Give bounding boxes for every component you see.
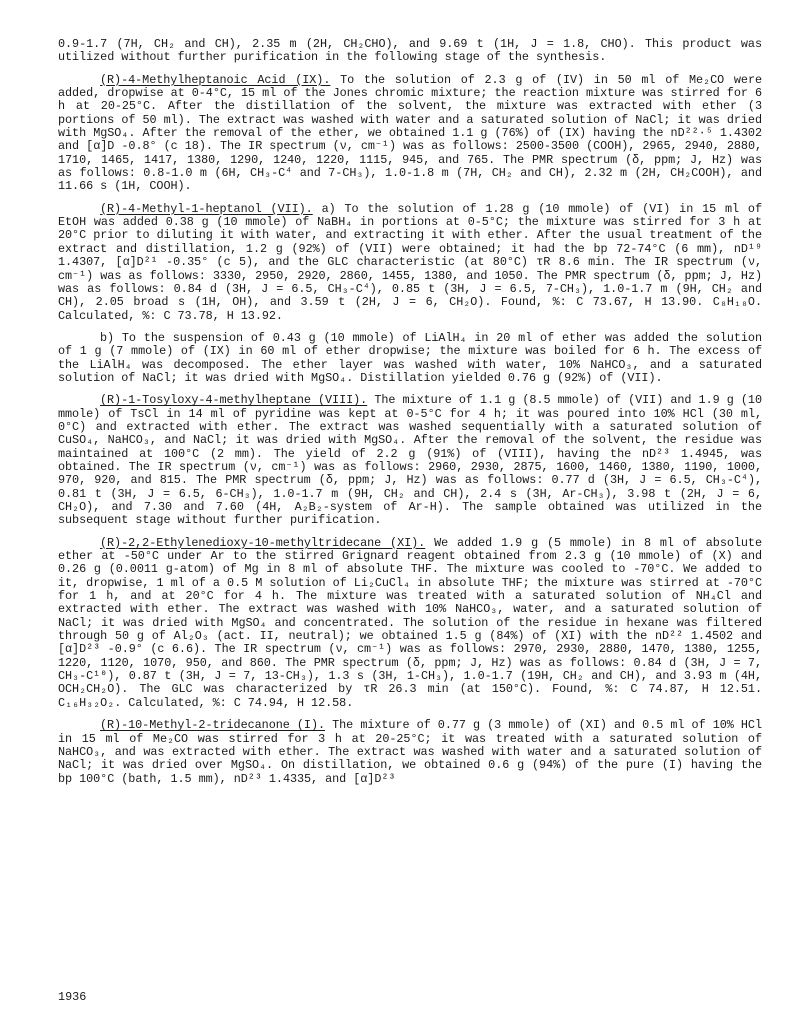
paragraph-body: 0.9-1.7 (7H, CH₂ and CH), 2.35 m (2H, CH₂CHO), and 9.69 t (1H, J = 1.8, CHO). This product was utilized without further purification in the following stage of the synthesis. — [58, 37, 762, 65]
paragraph-tosyloxy-methylheptane — [58, 394, 762, 527]
paragraph-methylheptanoic-acid — [58, 74, 762, 194]
paragraph-methyl-tridecanone — [58, 719, 762, 786]
paragraph-body: The mixture of 1.1 g (8.5 mmole) of (VII) and 1.9 g (10 mmole) of TsCl in 14 ml of pyridine was kept at 0-5°C for 4 h; it was poured into 10% HCl (30 ml, 0°C) and extracted with ether. The extract was washed sequentially with a saturated solution of CuSO₄, NaHCO₃, and NaCl; it was dried with MgSO₄. After the removal of the solvent, the residue was maintained at 100°C (2 mm). The yield of 2.2 g (91%) of (VIII), having the nD²³ 1.4945, was obtained. The IR spectrum (ν, cm⁻¹) was as follows: 2960, 2930, 2875, 1600, 1460, 1380, 1190, 1000, 970, 920, and 815. The PMR spectrum (δ, ppm; J, Hz) was as follows: 0.77 d (3H, J = 6.5, CH₃-C⁴), 0.81 t (3H, J = 6.5, 6-CH₃), 1.0-1.7 m (9H, CH₂ and CH), 2.4 s (3H, Ar-CH₃), 3.98 t (2H, J = 6, CH₂O), and 7.30 and 7.60 (4H, A₂B₂-system of Ar-H). The sample obtained was utilized in the subsequent stage without further purification. — [58, 393, 762, 528]
paragraph-aldehyde-continuation — [58, 38, 762, 65]
document-page — [58, 38, 762, 795]
section-heading: (R)-2,2-Ethylenedioxy-10-methyltridecane (XI). — [100, 535, 426, 550]
page-number: 1936 — [58, 990, 87, 1004]
paragraph-lialh4-reduction — [58, 332, 762, 385]
paragraph-body: To the solution of 2.3 g of (IV) in 50 ml of Me₂CO were added, dropwise at 0-4°C, 15 ml of the Jones chromic mixture; the reaction mixture was stirred for 6 h at 20-25°C. After the distillation of the solvent, the mixture was extracted with ether (3 portions of 50 ml). The extract was washed with water and a saturated solution of NaCl; it was dried with MgSO₄. After the removal of the ether, we obtained 1.1 g (76%) of (IX) having the nD²²·⁵ 1.4302 and [α]D -0.8° (c 18). The IR spectrum (ν, cm⁻¹) was as follows: 2500-3500 (COOH), 2965, 2940, 2880, 1710, 1465, 1417, 1380, 1290, 1240, 1220, 1115, 945, and 765. The PMR spectrum (δ, ppm; J, Hz) was as follows: 0.8-1.0 m (6H, CH₃-C⁴ and 7-CH₃), 1.0-1.8 m (7H, CH₂ and CH), 2.32 m (2H, CH₂COOH), and 11.66 s (1H, COOH). — [58, 72, 763, 194]
paragraph-body: b) To the suspension of 0.43 g (10 mmole) of LiAlH₄ in 20 ml of ether was added the solution of 1 g (7 mmole) of (IX) in 60 ml of ether dropwise; the mixture was boiled for 6 h. The excess of the LiAlH₄ was decomposed. The ether layer was washed with water, 10% NaHCO₃, and a saturated solution of NaCl; it was dried with MgSO₄. Distillation yielded 0.76 g (92%) of (VII). — [58, 330, 762, 385]
paragraph-body: We added 1.9 g (5 mmole) in 8 ml of absolute ether at -50°C under Ar to the stirred Grignard reagent obtained from 2.3 g (10 mmole) of (X) and 0.26 g (0.0011 g-atom) of Mg in 8 ml of absolute THF. The mixture was cooled to -70°C. We added to it, dropwise, 1 ml of a 0.5 M solution of Li₂CuCl₄ in absolute THF; the mixture was stirred at -70°C for 1 h, and at 20°C for 4 h. The mixture was treated with a saturated solution of NH₄Cl and extracted with ether. The extract was washed with 10% NaHCO₃, water, and a saturated solution of NaCl; it was dried with MgSO₄ and concentrated. The solution of the residue in hexane was filtered through 50 g of Al₂O₃ (act. II, neutral); we obtained 1.5 g (84%) of (XI) with the nD²² 1.4502 and [α]D²³ -0.9° (c 6.6). The IR spectrum (ν, cm⁻¹) was as follows: 2970, 2930, 2880, 1470, 1380, 1255, 1220, 1120, 1070, 950, and 860. The PMR spectrum (δ, ppm; J, Hz) was as follows: 0.84 d (3H, J = 7, CH₃-C¹⁰), 0.87 t (3H, J = 7, 13-CH₃), 1.3 s (3H, 1-CH₃), 1.0-1.7 (19H, CH₂ and CH), and 3.93 m (4H, OCH₂CH₂O). The GLC was characterized by τR 26.3 min (at 150°C). Found, %: C 74.87, H 12.51. C₁₆H₃₂O₂. Calculated, %: C 74.94, H 12.58. — [58, 535, 762, 710]
paragraph-methyl-heptanol — [58, 203, 762, 323]
section-heading: (R)-4-Methylheptanoic Acid (IX). — [100, 72, 331, 87]
paragraph-body: The mixture of 0.77 g (3 mmole) of (XI) and 0.5 ml of 10% HCl in 15 ml of Me₂CO was stirred for 3 h at 20-25°C; it was treated with a saturated solution of NaHCO₃, and was extracted with ether. The extract was washed with water and a saturated solution of NaCl; it was dried over MgSO₄. On distillation, we obtained 0.6 g (94%) of the pure (I) having the bp 100°C (bath, 1.5 mm), nD²³ 1.4335, and [α]D²³ — [58, 718, 762, 786]
section-heading: (R)-1-Tosyloxy-4-methylheptane (VIII). — [100, 393, 368, 408]
paragraph-ethylenedioxy-methyltridecane — [58, 537, 762, 710]
section-heading: (R)-10-Methyl-2-tridecanone (I). — [100, 718, 326, 733]
paragraph-body: a) To the solution of 1.28 g (10 mmole) of (VI) in 15 ml of EtOH was added 0.38 g (10 mmole) of NaBH₄ in portions at 0-5°C; the mixture was stirred for 3 h at 20°C prior to diluting it with water, and extracting it with ether. After the usual treatment of the extract and distillation, 1.2 g (92%) of (VII) were obtained; it had the bp 72-74°C (6 mm), nD¹⁹ 1.4307, [α]D²¹ -0.35° (c 5), and the GLC characteristic (at 80°C) τR 8.6 min. The IR spectrum (ν, cm⁻¹) was as follows: 3330, 2950, 2920, 2860, 1455, 1380, and 1050. The PMR spectrum (δ, ppm; J, Hz) was as follows: 0.84 d (3H, J = 6.5, CH₃-C⁴), 0.85 t (3H, J = 6.5, 7-CH₃), 1.0-1.7 m (9H, CH₂ and CH), 2.05 broad s (1H, OH), and 3.59 t (2H, J = 6, CH₂O). Found, %: C 73.67, H 13.90. C₈H₁₈O. Calculated, %: C 73.78, H 13.92. — [58, 201, 762, 323]
section-heading: (R)-4-Methyl-1-heptanol (VII). — [100, 201, 313, 216]
